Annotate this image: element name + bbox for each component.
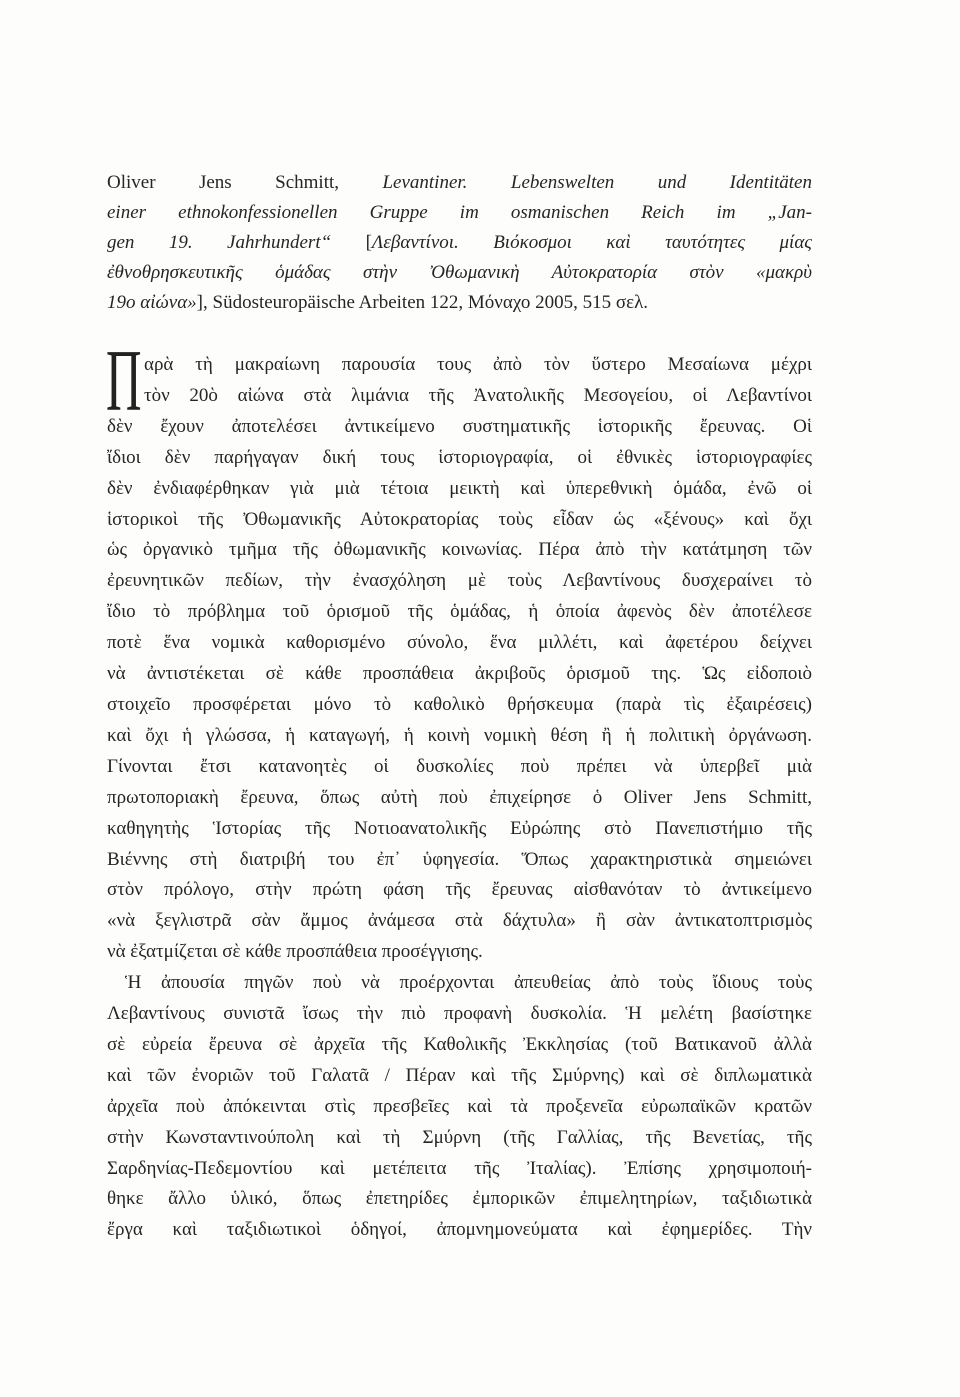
text-line: δὲν ἔχουν ἀποτελέσει ἀντικείμενο συστηματικῆς ἱστορικῆς ἔρευνας. Οἱ [107, 415, 812, 437]
citation-translated-title: ἐθνοθρησκευτικῆς ὁμάδας στὴν Ὀθωμανικὴ Αὐτοκρατορία στὸν «μακρὺ [107, 262, 812, 283]
text-line: Σαρδηνίας-Πεδεμοντίου καὶ μετέπειτα τῆς Ἰταλίας). Ἐπίσης χρησιμοποιή- [107, 1157, 812, 1179]
citation-author: Oliver Jens Schmitt, [107, 172, 383, 193]
text-line: ἱστορικοὶ τῆς Ὀθωμανικῆς Αὐτοκρατορίας τοὺς εἶδαν ὡς «ξένους» καὶ ὄχι [107, 508, 812, 530]
paragraph-1 [106, 332, 812, 968]
text-line: ἔργα καὶ ταξιδιωτικοὶ ὁδηγοί, ἀπομνημονεύματα καὶ ἐφημερίδες. Τὴν [107, 1219, 812, 1241]
text-line: ἀρχεῖα ποὺ ἀπόκεινται στὶς πρεσβεῖες καὶ τὰ προξενεῖα εὐρωπαϊκῶν κρατῶν [107, 1095, 812, 1117]
text-line: Βιέννης στὴ διατριβή του ἐπ᾽ ὑφηγεσία. Ὅπως χαρακτηριστικὰ σημειώνει [107, 848, 812, 870]
citation-line [107, 228, 812, 258]
text-line: καὶ ὄχι ἡ γλώσσα, ἡ καταγωγή, ἡ κοινὴ νομικὴ θέση ἢ ἡ πολιτικὴ ὀργάνωση. [107, 724, 812, 746]
citation-line [107, 198, 812, 228]
text-line: Ἡ ἀπουσία πηγῶν ποὺ νὰ προέρχονται ἀπευθείας ἀπὸ τοὺς ἴδιους τοὺς [125, 972, 812, 994]
text-line: πρωτοποριακὴ ἔρευνα, ὅπως αὐτὴ ποὺ ἐπιχείρησε ὁ Oliver Jens Schmitt, [107, 786, 812, 808]
text-line: ποτὲ ἕνα νομικὰ καθορισμένο σύνολο, ἕνα μιλλέτι, καὶ ἀφετέρου δείχνει [107, 632, 812, 654]
text-line: δὲν ἐνδιαφέρθηκαν γιὰ μιὰ τέτοια μεικτὴ καὶ ὑπερεθνικὴ ὁμάδα, ἐνῶ οἱ [107, 477, 812, 499]
citation-translated-title: 19ο αἰώνα» [107, 292, 197, 313]
citation-bracket: [ [331, 232, 372, 253]
text-line: «νὰ ξεγλιστρᾶ σὰν ἄμμος ἀνάμεσα στὰ δάχτυλα» ἢ σὰν ἀντικατοπτρισμὸς [107, 910, 812, 932]
citation-line [107, 258, 812, 288]
text-line: στοιχεῖο προσφέρεται μόνο τὸ καθολικὸ θρήσκευμα (παρὰ τὶς ἐξαιρέσεις) [107, 693, 812, 715]
text-line: Γίνονται ἔτσι κατανοητὲς οἱ δυσκολίες ποὺ πρέπει νὰ ὑπερβεῖ μιὰ [107, 755, 812, 777]
citation-translated-title: Λεβαντίνοι. Βιόκοσμοι καὶ ταυτότητες μίας [371, 232, 813, 253]
book-citation [107, 168, 812, 318]
review-body [106, 332, 812, 1246]
citation-publication-details: ], Südosteuropäische Arbeiten 122, Μόναχο 2005, 515 σελ. [196, 292, 649, 313]
text-line: Λεβαντίνους συνιστᾶ ἴσως τὴν πιὸ προφανὴ δυσκολία. Ἡ μελέτη βασίστηκε [107, 1003, 812, 1025]
text-line: στὴν Κωνσταντινούπολη καὶ τὴ Σμύρνη (τῆς Γαλλίας, τῆς Βενετίας, τῆς [107, 1126, 812, 1148]
citation-title: gen 19. Jahrhundert“ [107, 232, 332, 253]
citation-line [107, 288, 812, 318]
text-line: τὸν 20ὸ αἰώνα στὰ λιμάνια τῆς Ἀνατολικῆς Μεσογείου, οἱ Λεβαντίνοι [144, 384, 812, 406]
text-line: ἴδιο τὸ πρόβλημα τοῦ ὁρισμοῦ τῆς ὁμάδας, ἡ ὁποία ἀφενὸς δὲν ἀποτέλεσε [107, 601, 812, 623]
text-line: καθηγητὴς Ἱστορίας τῆς Νοτιοανατολικῆς Εὐρώπης στὸ Πανεπιστήμιο τῆς [107, 817, 812, 839]
text-line: ὡς ὀργανικὸ τμῆμα τῆς ὀθωμανικῆς κοινωνίας. Πέρα ἀπὸ τὴν κατάτμηση τῶν [107, 539, 812, 561]
paragraph-2 [107, 968, 812, 1246]
text-line: νὰ ἐξατμίζεται σὲ κάθε προσπάθεια προσέγγισης. [107, 941, 483, 963]
text-line: σὲ εὐρεία ἔρευνα σὲ ἀρχεῖα τῆς Καθολικῆς Ἐκκλησίας (τοῦ Βατικανοῦ ἀλλὰ [107, 1033, 812, 1055]
text-line: νὰ ἀντιστέκεται σὲ κάθε προσπάθεια ἀκριβοῦς ὁρισμοῦ της. Ὡς εἰδοποιὸ [107, 663, 812, 685]
text-line: στὸν πρόλογο, στὴν πρώτη φάση τῆς ἔρευνας αἰσθανόταν τὸ ἀντικείμενο [107, 879, 812, 901]
text-line: ἴδιοι δὲν παρήγαγαν δική τους ἱστοριογραφία, οἱ ἐθνικὲς ἱστοριογραφίες [107, 446, 812, 468]
citation-title: Levantiner. Lebenswelten und Identitäten [382, 172, 812, 193]
drop-cap: Π [106, 332, 142, 429]
citation-title: einer ethnokonfessionellen Gruppe im osmanischen Reich im „Jan- [107, 202, 812, 223]
text-line: αρὰ τὴ μακραίωνη παρουσία τους ἀπὸ τὸν ὕστερο Μεσαίωνα μέχρι [144, 354, 812, 375]
text-line: ἐρευνητικῶν πεδίων, τὴν ἐνασχόληση μὲ τοὺς Λεβαντίνους δυσχεραίνει τὸ [107, 570, 812, 592]
text-line: θηκε ἄλλο ὑλικό, ὅπως ἐπετηρίδες ἐμπορικῶν ἐπιμελητηρίων, ταξιδιωτικὰ [107, 1188, 812, 1210]
citation-line [107, 168, 812, 198]
text-line: καὶ τῶν ἐνοριῶν τοῦ Γαλατᾶ / Πέραν καὶ τῆς Σμύρνης) καὶ σὲ διπλωματικὰ [107, 1064, 812, 1086]
